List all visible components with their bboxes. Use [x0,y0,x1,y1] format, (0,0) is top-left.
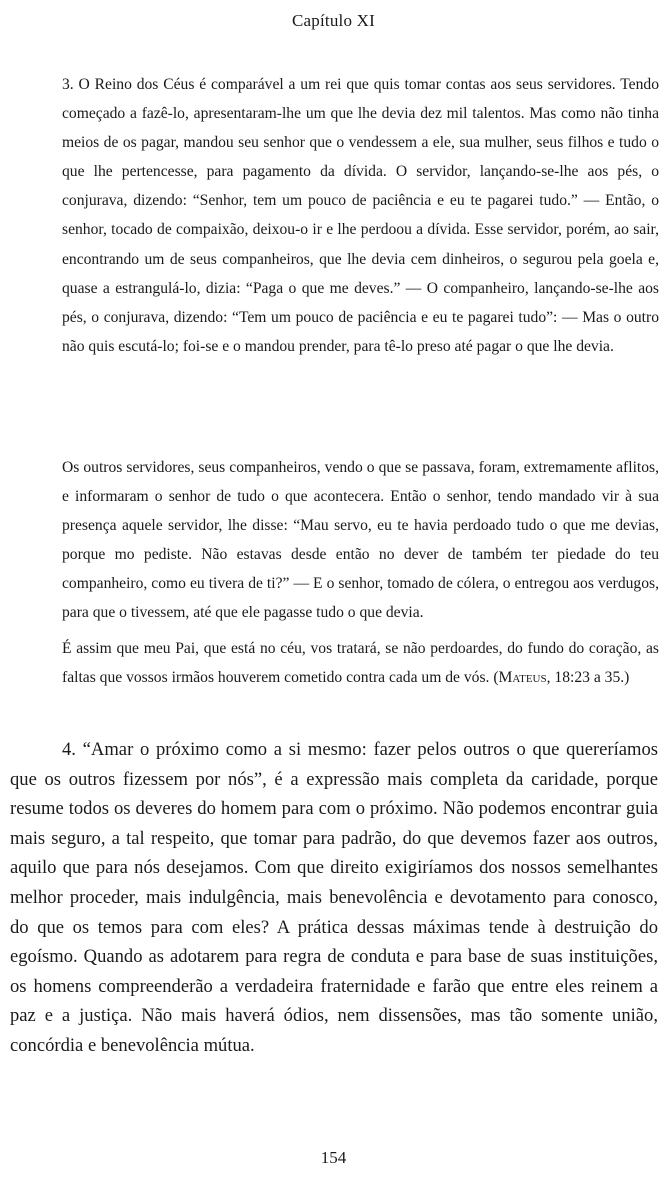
page-number: 154 [320,1148,347,1167]
paragraph-text: 4. “Amar o próximo como a si mesmo: fazer pelos outros o que quereríamos que os outros fizessem por nós”, é a expressão mais completa da caridade, porque resume todos os deveres do homem para com o próximo. Não podemos encontrar guia mais seguro, a tal respeito, que tomar para padrão, do que devemos fazer aos outros, aquilo que para nós desejamos. Com que direito exigiríamos dos nossos semelhantes melhor proceder, mais indulgência, mais benevolência e devotamento para conosco, do que os temos para com eles? A prática dessas máximas tende à destruição do egoísmo. Quando as adotarem para regra de conduta e para base de suas instituições, os homens compreenderão a verdadeira fraternidade e farão que entre eles reinem a paz e a justiça. Não mais haverá ódios, nem dissensões, mas tão somente união, concórdia e benevolência mútua. [10,739,658,1056]
citation-reference: , 18:23 a 35.) [546,669,630,687]
paragraph-body: É assim que meu Pai, que está no céu, vos tratará, se não perdoardes, do fundo do coração, as faltas que vossos irmãos houverem cometido contra cada um de vós. [62,640,659,687]
paragraph-text: 3. O Reino dos Céus é comparável a um rei que quis tomar contas aos seus servidores. Tendo começado a fazê-lo, apresentaram-lhe um que lhe devia dez mil talentos. Mas como não tinha meios de os pagar, mandou seu senhor que o vendessem a ele, sua mulher, seus filhos e tudo o que lhe pertencesse, para pagamento da dívida. O servidor, lançando-se-lhe aos pés, o conjurava, dizendo: “Senhor, tem um pouco de paciência e eu te pagarei tudo.” — Então, o senhor, tocado de compaixão, deixou-o ir e lhe perdoou a dívida. Esse servidor, porém, ao sair, encontrando um de seus companheiros, que lhe devia cem dinheiros, o segurou pela goela e, quase a estrangulá-lo, dizia: “Paga o que me deves.” — O companheiro, lançando-se-lhe aos pés, o conjurava, dizendo: “Tem um pouco de paciência e eu te pagarei tudo”: — Mas o outro não quis escutá-lo; foi-se e o mandou prender, para tê-lo preso até pagar o que lhe devia. [62,76,659,355]
paragraph-text: Os outros servidores, seus companheiros, vendo o que se passava, foram, extremamente aflitos, e informaram o senhor de tudo o que acontecera. Então o senhor, tendo mandado vir à sua presença aquele servidor, lhe disse: “Mau servo, eu te havia perdoado tudo o que me devias, porque mo pediste. Não estavas desde então no dever de também ter piedade do teu companheiro, como eu tivera de ti?” — E o senhor, tomado de cólera, o entregou aos verdugos, para que o tivessem, até que ele pagasse tudo o que devia. [62,459,659,622]
paragraph-text [62,634,659,692]
scripture-paragraph-2 [62,453,659,628]
scripture-paragraph-1 [62,70,659,361]
commentary-paragraph [10,735,658,1061]
citation: (Mateus, 18:23 a 35.) [493,669,630,687]
scripture-paragraph-3 [62,634,659,692]
citation-author: Mateus [498,669,547,687]
running-head: Capítulo XI [292,11,375,30]
